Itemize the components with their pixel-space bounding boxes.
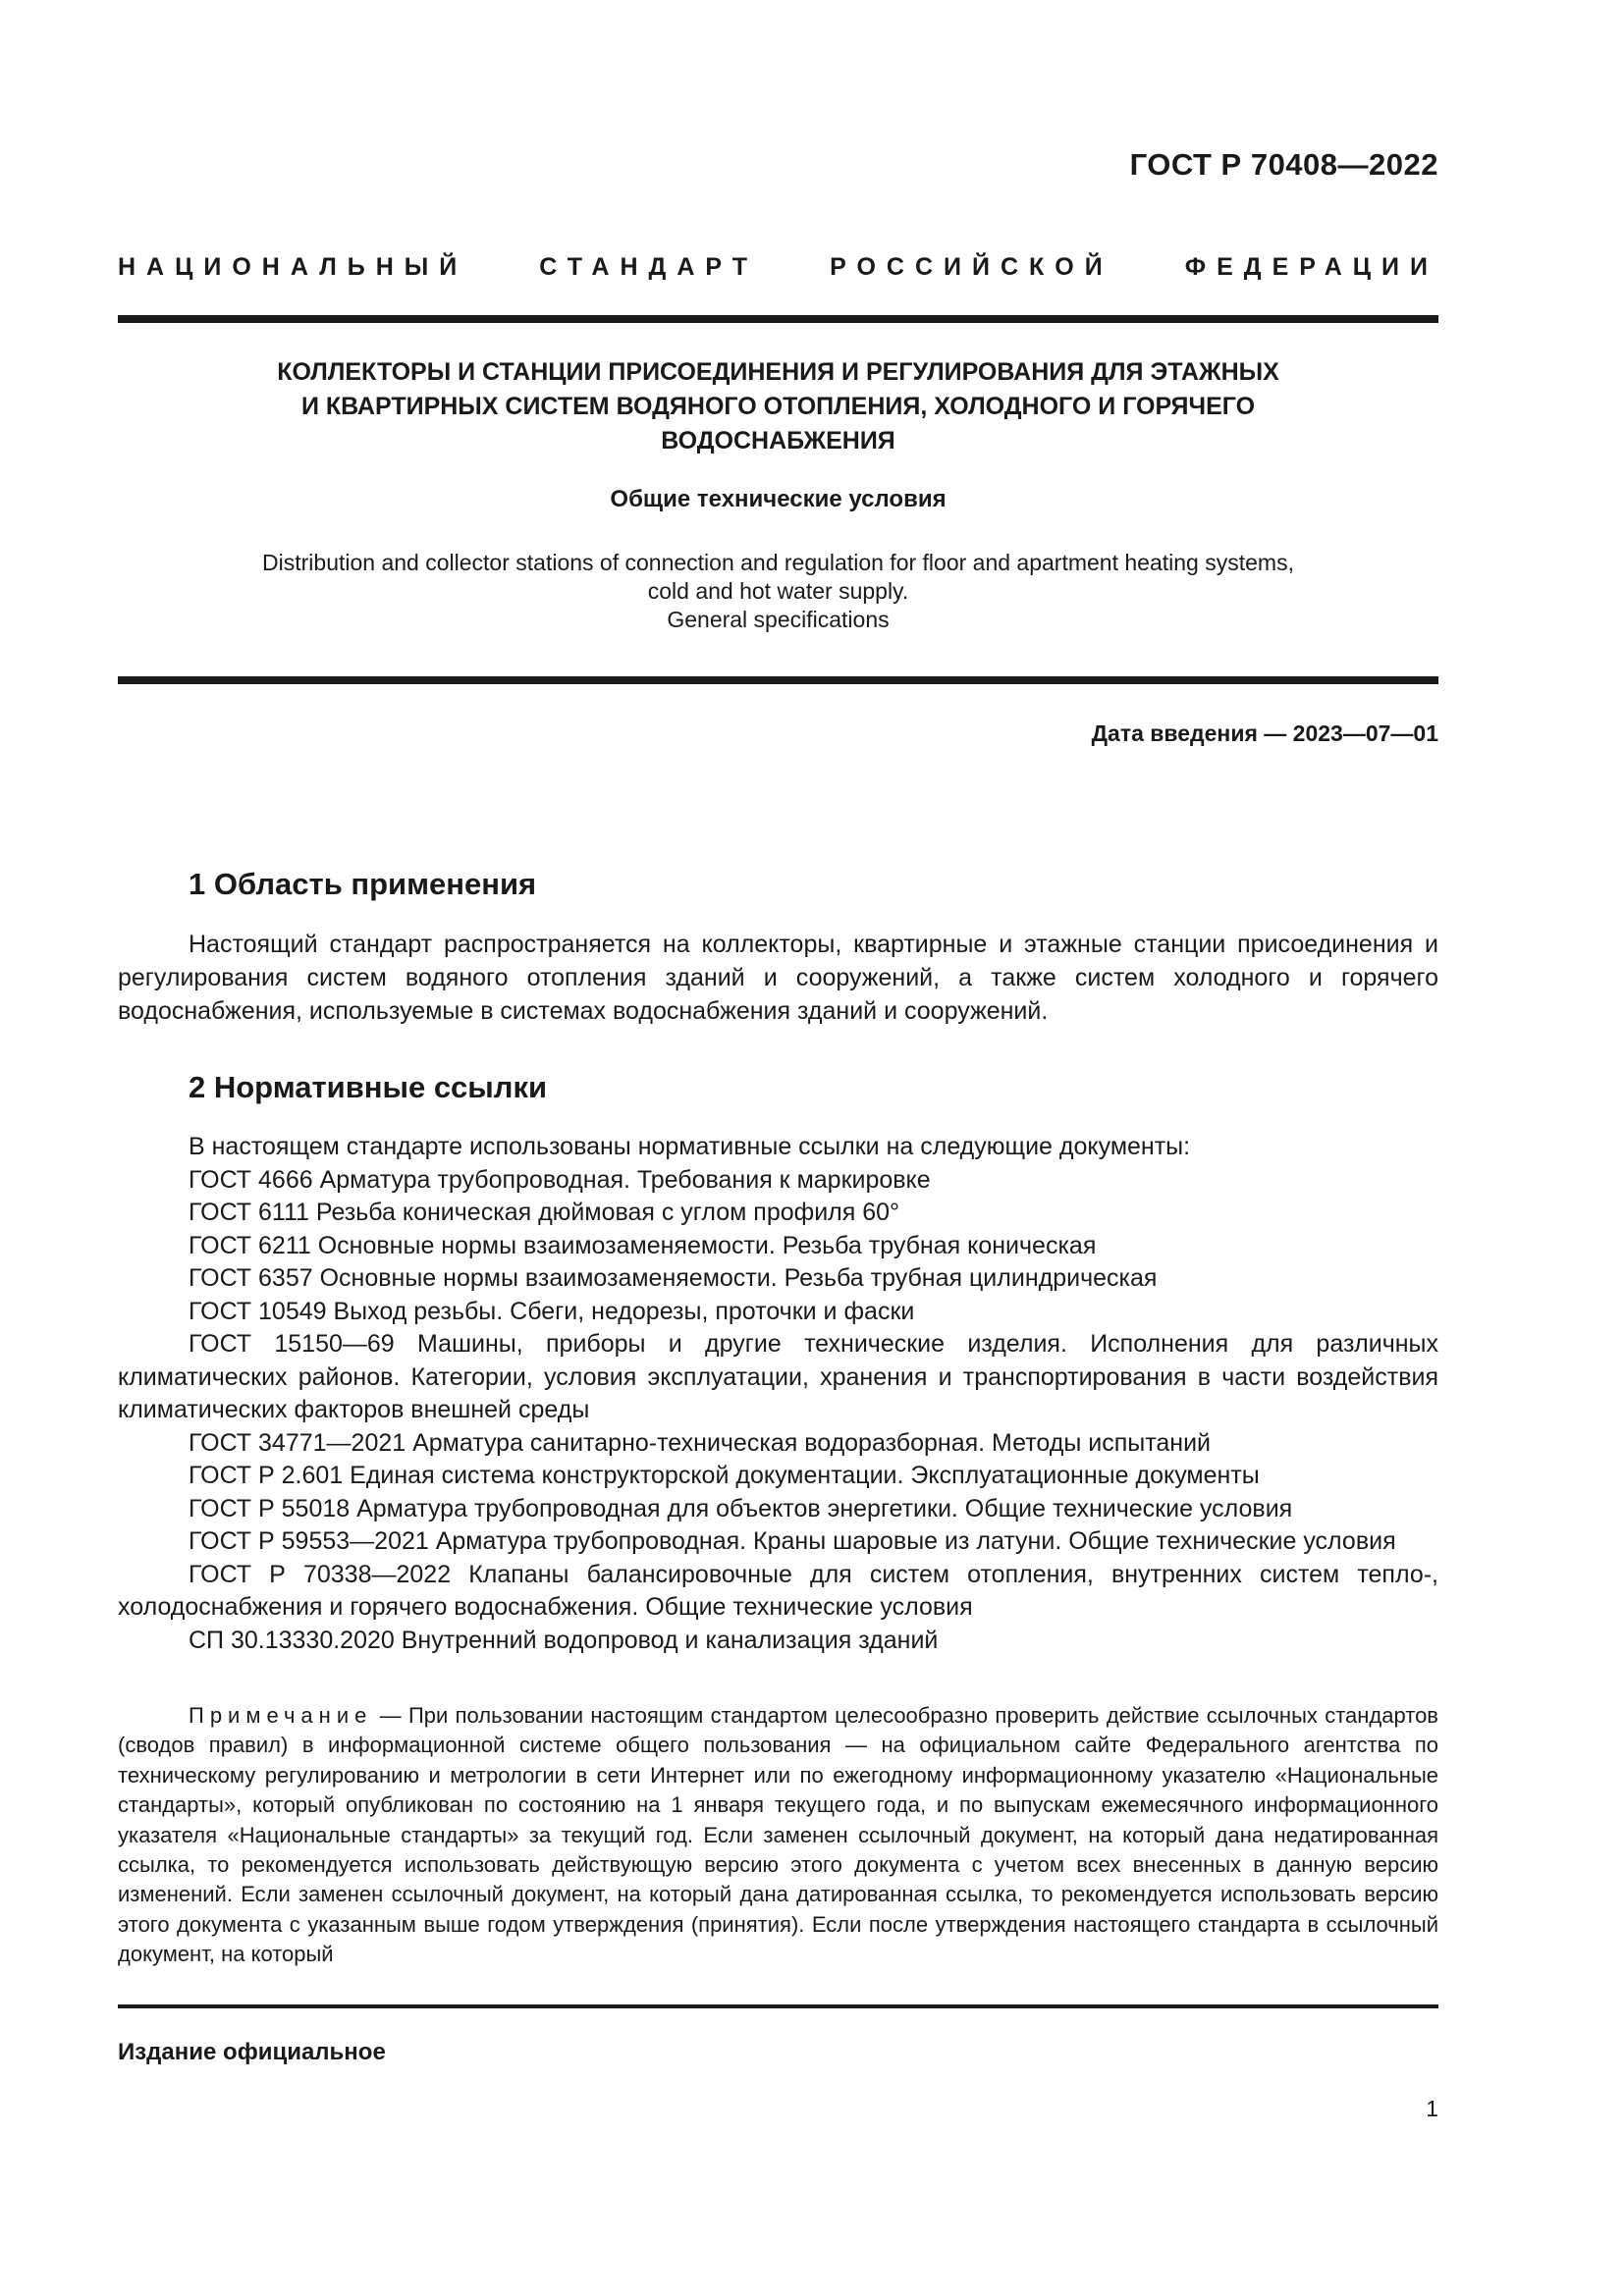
scope-text: Настоящий стандарт распространяется на коллекторы, квартирные и этажные станции присоединения и регулирования систем водяного отопления зданий и сооружений, а также систем холодного и горячего водоснабжения, используемые в системах водоснабжения зданий и сооружений. [118,931,1438,1025]
top-divider [118,315,1438,323]
title-line: КОЛЛЕКТОРЫ И СТАНЦИИ ПРИСОЕДИНЕНИЯ И РЕГУЛИРОВАНИЯ ДЛЯ ЭТАЖНЫХ [277,358,1279,386]
title-en-line: cold and hot water supply. [647,578,909,604]
gost-number: ГОСТ Р 70408—2022 [1129,147,1438,182]
reference-item: ГОСТ 6357 Основные нормы взаимозаменяемости. Резьба трубная цилиндрическая [189,1264,1158,1292]
reference-item: СП 30.13330.2020 Внутренний водопровод и канализация зданий [189,1626,939,1654]
edition-label: Издание официальное [118,2039,386,2065]
page-number: 1 [1426,2096,1438,2121]
reference-item: ГОСТ 34771—2021 Арматура санитарно-техническая водоразборная. Методы испытаний [189,1428,1212,1457]
middle-divider [118,676,1438,684]
title-line: ВОДОСНАБЖЕНИЯ [661,427,895,454]
title-english [118,549,1438,634]
section-heading-scope: 1 Область применения [189,867,537,901]
scope-paragraph [118,928,1438,1028]
reference-item: ГОСТ Р 2.601 Единая система конструкторской документации. Эксплуатационные документы [189,1462,1260,1489]
references-list [118,1131,1438,1657]
reference-item: ГОСТ 4666 Арматура трубопроводная. Требования к маркировке [189,1165,931,1194]
reference-item: ГОСТ Р 59553—2021 Арматура трубопроводная. Краны шаровые из латуни. Общие технические условия [189,1527,1396,1555]
national-standard-label: НАЦИОНАЛЬНЫЙ СТАНДАРТ РОССИЙСКОЙ ФЕДЕРАЦИИ [118,253,1438,281]
note-text: — При пользовании настоящим стандартом целесообразно проверить действие ссылочных стандартов (сводов правил) в информационной системе общего пользования — на официальном сайте Федерального агентства по техническому регулированию и метрологии в сети Интернет или по ежегодному информационному указателю «Национальные стандарты», который опубликован по состоянию на 1 января текущего года, и по выпускам ежемесячного информационного указателя «Национальные стандарты» за текущий год. Если заменен ссылочный документ, на который дана недатированная ссылка, то рекомендуется использовать действующую версию этого документа с учетом всех внесенных в данную версию изменений. Если заменен ссылочный документ, на который дана датированная ссылка, то рекомендуется использовать версию этого документа с указанным выше годом утверждения (принятия). Если после утверждения настоящего стандарта в ссылочный документ, на который [118,1703,1438,1967]
reference-item: ГОСТ Р 70338—2022 Клапаны балансировочные для систем отопления, внутренних систем тепло-, холодоснабжения и горячего водоснабжения. Общие технические условия [118,1560,1438,1621]
note-paragraph [118,1701,1438,1970]
title-line: И КВАРТИРНЫХ СИСТЕМ ВОДЯНОГО ОТОПЛЕНИЯ, ХОЛОДНОГО И ГОРЯЧЕГО [300,393,1256,420]
references-note [118,1701,1438,1970]
references-intro: В настоящем стандарте использованы нормативные ссылки на следующие документы: [189,1133,1191,1160]
bottom-divider [118,2004,1438,2008]
reference-item: ГОСТ Р 55018 Арматура трубопроводная для объектов энергетики. Общие технические условия [189,1494,1293,1522]
subtitle-russian: Общие технические условия [610,486,947,512]
reference-item: ГОСТ 15150—69 Машины, приборы и другие технические изделия. Исполнения для различных климатических районов. Категории, условия эксплуатации, хранения и транспортирования в части воздействия климатических факторов внешней среды [118,1330,1438,1423]
reference-item: ГОСТ 6111 Резьба коническая дюймовая с углом профиля 60° [189,1199,900,1226]
note-label: Примечание [189,1703,373,1728]
document-page [118,0,1438,2296]
title-en-line: Distribution and collector stations of connection and regulation for floor and apartment heating systems, [262,550,1294,575]
title-russian [118,355,1438,458]
section-heading-references: 2 Нормативные ссылки [189,1070,548,1104]
title-en-line: General specifications [667,607,890,632]
reference-item: ГОСТ 10549 Выход резьбы. Сбеги, недорезы, проточки и фаски [189,1297,915,1325]
introduction-date: Дата введения — 2023—07—01 [1091,721,1438,746]
reference-item: ГОСТ 6211 Основные нормы взаимозаменяемости. Резьба трубная коническая [189,1231,1097,1259]
